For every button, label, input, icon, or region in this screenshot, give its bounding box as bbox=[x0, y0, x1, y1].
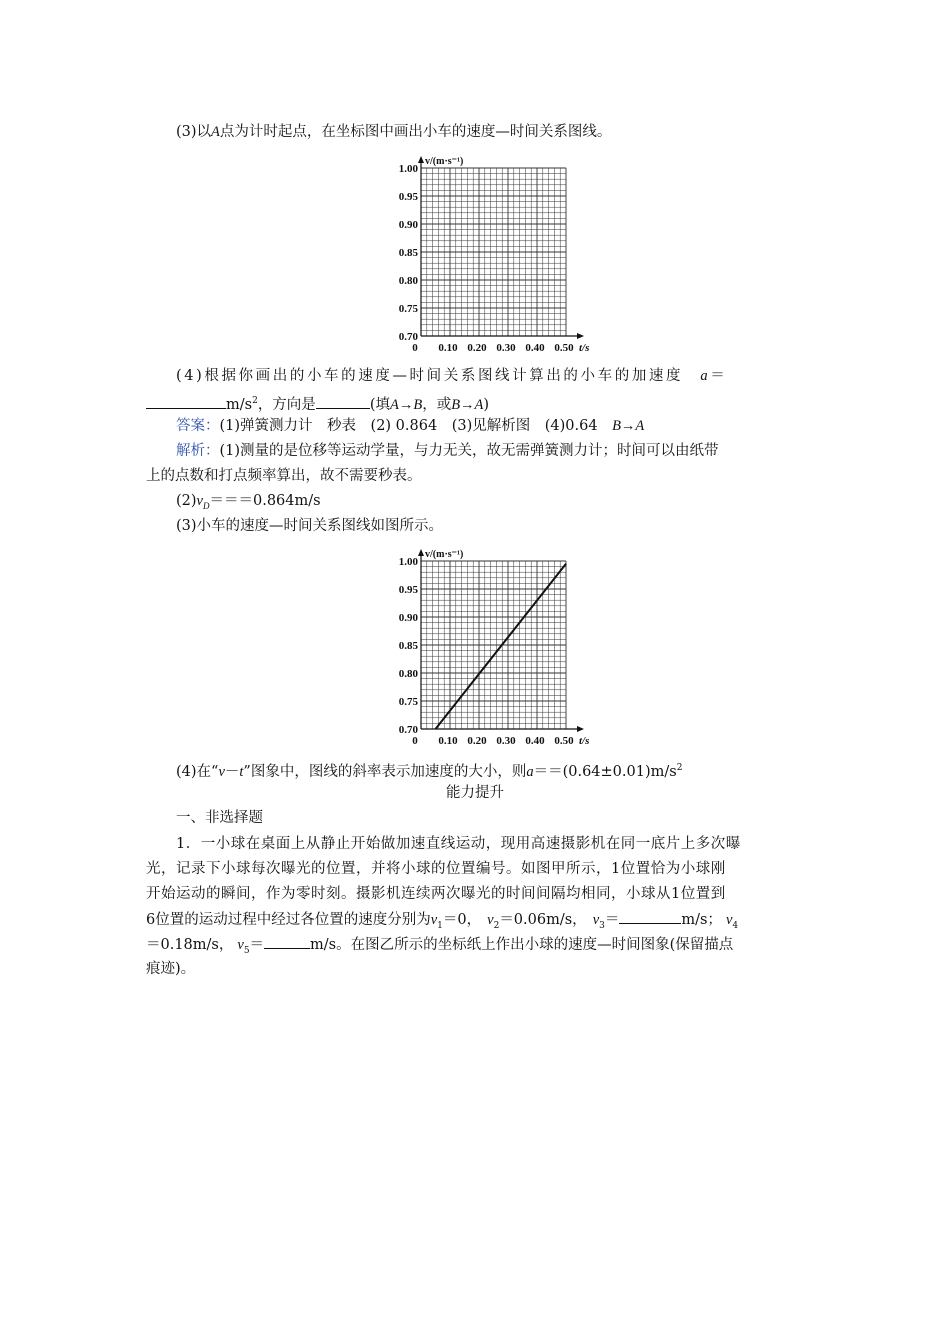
y-tick-label: 0.90 bbox=[398, 612, 418, 624]
x-tick-label: 0.10 bbox=[438, 342, 458, 354]
analysis-line2: 上的点数和打点频率算出，故不需要秒表。 bbox=[146, 468, 422, 484]
q4-line2: $m/s^2$，方向是 (填A→B，或B→A) bbox=[146, 391, 489, 415]
y-axis-label: v/(m·s⁻¹) bbox=[425, 156, 464, 167]
y-tick-label: 0.70 bbox=[398, 331, 418, 343]
x-tick-label: 0.30 bbox=[496, 735, 516, 747]
x-axis-arrow bbox=[577, 333, 584, 339]
problem1-line6: 痕迹)。 bbox=[146, 961, 196, 977]
x-axis-arrow bbox=[577, 726, 584, 732]
analysis-line1: 解析：(1)测量的是位移等运动学量，与力无关，故无需弹簧测力计；时间可以由纸带 bbox=[176, 443, 719, 459]
x-tick-label: 0.30 bbox=[496, 342, 516, 354]
acceleration-blank[interactable] bbox=[146, 394, 226, 409]
section-subheading: 一、非选择题 bbox=[176, 810, 263, 826]
problem1-line1: 1．一小球在桌面上从静止开始做加速直线运动，现用高速摄影机在同一底片上多次曝 bbox=[176, 836, 741, 852]
problem1-line4: 6位置的运动过程中经过各位置的速度分别为$v_1=0$， $v_2=0.06m/s$， $v_3= m/s$； $v_4$ bbox=[146, 909, 738, 936]
y-tick-label: 0.75 bbox=[398, 303, 418, 315]
y-tick-label: 1.00 bbox=[398, 556, 418, 568]
analysis-line5: (4)在“v－t”图象中，图线的斜率表示加速度的大小，则$a==(0.64\pm 0.01)m/s^2$ bbox=[176, 763, 683, 780]
section-heading: 能力提升 bbox=[446, 785, 504, 801]
v5-blank[interactable] bbox=[264, 934, 310, 949]
x-tick-label: 0.50 bbox=[554, 735, 574, 747]
answer-line: 答案：(1)弹簧测力计 秒表 (2) 0.864 (3)见解析图 (4)0.64 B→A bbox=[176, 418, 645, 434]
problem1-line2: 光，记录下小球每次曝光的位置，并将小球的位置编号。如图甲所示，1位置恰为小球刚 bbox=[146, 861, 726, 877]
y-tick-label: 0.90 bbox=[398, 219, 418, 231]
v3-blank[interactable] bbox=[619, 909, 681, 924]
x-axis-label: t/s bbox=[579, 342, 590, 354]
y-tick-label: 1.00 bbox=[398, 163, 418, 175]
answer-label: 答案： bbox=[176, 418, 220, 434]
x-tick-label: 0.50 bbox=[554, 342, 574, 354]
q3-text: (3)以A点为计时起点，在坐标图中画出小车的速度—时间关系图线。 bbox=[176, 124, 612, 140]
y-tick-label: 0.70 bbox=[398, 724, 418, 736]
analysis-line4: (3)小车的速度—时间关系图线如图所示。 bbox=[176, 518, 444, 534]
x-axis-label: t/s bbox=[579, 735, 590, 747]
x-tick-label: 0.10 bbox=[438, 735, 458, 747]
y-tick-label: 0.95 bbox=[398, 584, 418, 596]
direction-blank[interactable] bbox=[316, 394, 370, 409]
y-axis-label: v/(m·s⁻¹) bbox=[425, 549, 464, 560]
x-tick-label: 0 bbox=[412, 735, 418, 747]
analysis-label: 解析： bbox=[176, 443, 220, 459]
y-tick-label: 0.95 bbox=[398, 191, 418, 203]
problem1-line5: ＝0.18m/s， $v_5= m/s$。在图乙所示的坐标纸上作出小球的速度—时间图象(保留描点 bbox=[146, 934, 733, 961]
x-tick-label: 0.40 bbox=[525, 342, 545, 354]
velocity-time-chart-with-line bbox=[390, 543, 600, 753]
analysis-line3: $(2)v_D===0.864m/s$ bbox=[176, 493, 321, 511]
problem1-line3: 开始运动的瞬间，作为零时刻。摄影机连续两次曝光的时间间隔均相同，小球从1位置到 bbox=[146, 886, 726, 902]
y-tick-label: 0.85 bbox=[398, 640, 418, 652]
q4-line1: (4)根据你画出的小车的速度—时间关系图线计算出的小车的加速度 a＝ bbox=[176, 368, 728, 384]
empty-velocity-time-chart bbox=[390, 150, 600, 360]
y-tick-label: 0.80 bbox=[398, 275, 418, 287]
x-tick-label: 0.20 bbox=[467, 735, 487, 747]
y-tick-label: 0.75 bbox=[398, 696, 418, 708]
x-tick-label: 0.20 bbox=[467, 342, 487, 354]
y-tick-label: 0.85 bbox=[398, 247, 418, 259]
y-axis-arrow bbox=[418, 156, 424, 163]
x-tick-label: 0 bbox=[412, 342, 418, 354]
y-axis-arrow bbox=[418, 549, 424, 556]
y-tick-label: 0.80 bbox=[398, 668, 418, 680]
x-tick-label: 0.40 bbox=[525, 735, 545, 747]
